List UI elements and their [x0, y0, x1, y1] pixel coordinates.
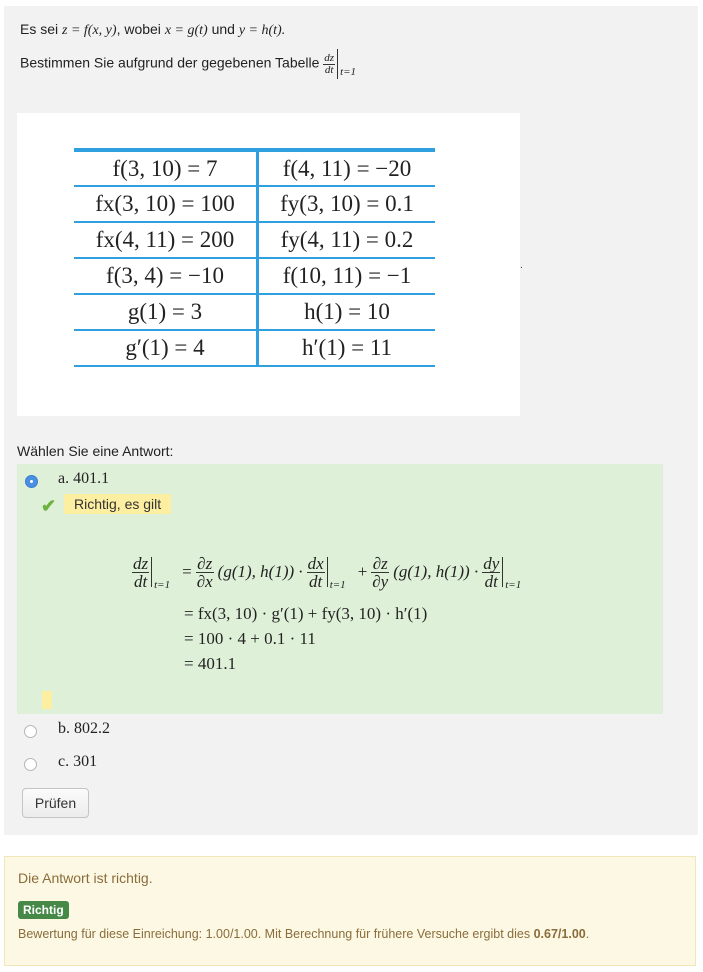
derivation-line-4: = 401.1	[184, 654, 237, 673]
table-cell: f(3, 4) = −10	[74, 258, 258, 294]
table-row	[74, 330, 435, 366]
derivation-line-3: = 100 · 4 + 0.1 · 11	[184, 629, 316, 648]
feedback-text: Richtig, es gilt	[64, 494, 171, 514]
table-cell: fy(3, 10) = 0.1	[258, 186, 436, 222]
table-row	[74, 186, 435, 222]
equation-y: y = h(t).	[238, 23, 286, 38]
table-row	[74, 222, 435, 258]
dy-eval-bar: t=1	[502, 557, 503, 587]
evaluation-bar	[337, 49, 357, 79]
value-table-image	[17, 113, 520, 416]
feedback-end-marker	[42, 691, 52, 709]
table-row	[74, 150, 435, 186]
question-text	[20, 18, 357, 79]
partial-z-y: $\frac{\partial z}{\partial y}$	[372, 553, 389, 591]
table-cell: fy(4, 11) = 0.2	[258, 222, 436, 258]
args-2: (g(1), h(1)) ·	[393, 562, 479, 581]
check-button[interactable]: Prüfen	[22, 788, 89, 818]
value-table	[74, 148, 435, 367]
table-cell: g′(1) = 4	[74, 330, 258, 366]
question-panel	[4, 6, 698, 835]
partial-z-x: $\frac{\partial z}{\partial x}$	[196, 553, 213, 591]
intro-wobei: , wobei	[116, 21, 161, 37]
fraction-denominator: dt	[324, 63, 334, 76]
table-row	[74, 294, 435, 330]
table-cell: f(10, 11) = −1	[258, 258, 436, 294]
table-cell: f(3, 10) = 7	[74, 150, 258, 186]
radio-option-c[interactable]	[24, 758, 37, 771]
check-icon: ✔	[41, 496, 57, 516]
answer-prompt: Wählen Sie eine Antwort:	[17, 443, 174, 459]
grade-value: 0.67/1.00	[533, 927, 586, 941]
fraction-numerator: dz	[324, 51, 335, 64]
equation-x: x = g(t)	[164, 23, 208, 38]
evaluation-point: t=1	[340, 66, 357, 78]
option-b-label[interactable]: b. 802.2	[58, 720, 110, 737]
correct-badge: Richtig	[18, 901, 69, 919]
table-cell: fx(4, 11) = 200	[74, 222, 258, 258]
derivation-line-1: $\frac{dz}{dt}$ t=1 = $\frac{\partial z}{\partial x}$ (g(1), h(1)) · $\frac{dx}{dt}$ t=1 + $\frac{\partial z}{\partial y}$ (g(1), h(1)) · $\frac{dy}{dt}$ t=1	[133, 553, 522, 591]
table-row	[74, 258, 435, 294]
lhs-eval-bar: t=1	[151, 557, 152, 587]
outcome-panel	[4, 856, 696, 966]
lhs-fraction: $\frac{dz}{dt}$	[133, 553, 149, 591]
option-a-label[interactable]: a. 401.1	[58, 470, 110, 487]
intro-prefix: Es sei	[20, 21, 59, 37]
trailing-dot: .	[520, 260, 523, 271]
intro-und: und	[211, 21, 235, 37]
option-c-label[interactable]: c. 301	[58, 753, 98, 770]
derivation	[132, 550, 522, 673]
equation-z: z = f(x, y)	[62, 23, 117, 38]
derivative-fraction	[323, 53, 335, 76]
table-cell: fx(3, 10) = 100	[74, 186, 258, 222]
derivation-line-2: = fx(3, 10) · g′(1) + fy(3, 10) · h′(1)	[184, 604, 428, 623]
grade-text: Bewertung für diese Einreichung: 1.00/1.00. Mit Berechnung für frühere Versuche ergibt dies 0.67/1.00.	[18, 927, 590, 941]
dy-dt-fraction: $\frac{dy}{dt}$	[483, 553, 500, 591]
table-cell: h(1) = 10	[258, 294, 436, 330]
table-cell: f(4, 11) = −20	[258, 150, 436, 186]
radio-option-b[interactable]	[24, 725, 37, 738]
answer-option-a[interactable]	[17, 464, 663, 714]
table-cell: g(1) = 3	[74, 294, 258, 330]
table-cell: h′(1) = 11	[258, 330, 436, 366]
intro-line2: Bestimmen Sie aufgrund der gegebenen Tabelle	[20, 54, 320, 71]
outcome-message: Die Antwort ist richtig.	[18, 870, 153, 886]
dx-dt-fraction: $\frac{dx}{dt}$	[307, 553, 324, 591]
args-1: (g(1), h(1)) ·	[217, 562, 303, 581]
radio-option-a[interactable]	[25, 475, 38, 488]
dx-eval-bar: t=1	[327, 557, 328, 587]
